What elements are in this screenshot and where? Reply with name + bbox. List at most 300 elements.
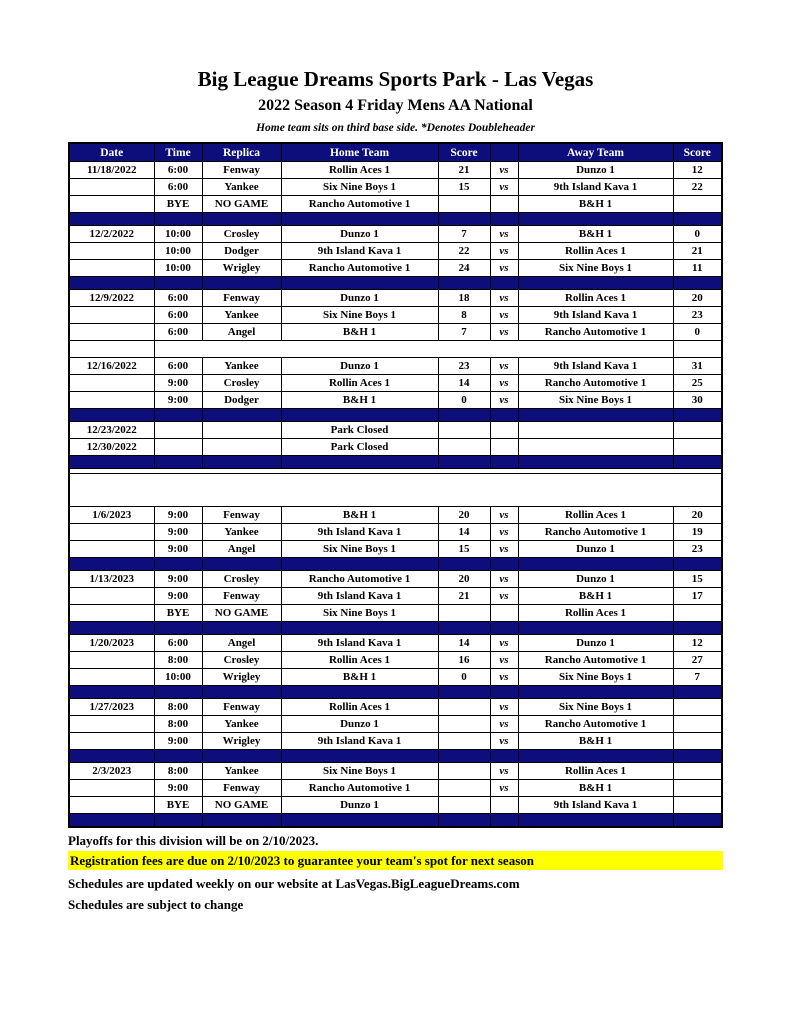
time-cell: 10:00 <box>154 243 202 260</box>
separator-row <box>69 814 722 828</box>
closed-row <box>69 439 722 456</box>
separator-cell <box>673 213 722 226</box>
separator-cell <box>490 750 518 763</box>
date-cell <box>69 669 154 686</box>
separator-cell <box>518 686 673 699</box>
home-score-cell: 20 <box>438 571 490 588</box>
game-row <box>69 307 722 324</box>
home-team-cell: B&H 1 <box>281 324 438 341</box>
separator-cell <box>673 409 722 422</box>
separator-cell <box>490 558 518 571</box>
away-team-cell: Rollin Aces 1 <box>518 290 673 307</box>
replica-cell: Wrigley <box>202 669 281 686</box>
replica-cell: Fenway <box>202 290 281 307</box>
replica-cell: Angel <box>202 635 281 652</box>
game-row <box>69 699 722 716</box>
separator-cell <box>281 409 438 422</box>
replica-cell: Angel <box>202 324 281 341</box>
home-team-cell: Rollin Aces 1 <box>281 652 438 669</box>
game-row <box>69 524 722 541</box>
separator-cell <box>438 213 490 226</box>
home-team-cell: Six Nine Boys 1 <box>281 541 438 558</box>
away-score-cell: 27 <box>673 652 722 669</box>
vs-cell <box>490 196 518 213</box>
home-score-cell: 14 <box>438 524 490 541</box>
away-score-cell <box>673 780 722 797</box>
date-cell: 12/16/2022 <box>69 358 154 375</box>
time-cell: BYE <box>154 797 202 814</box>
away-team-cell: B&H 1 <box>518 196 673 213</box>
date-cell: 1/27/2023 <box>69 699 154 716</box>
replica-cell: Dodger <box>202 392 281 409</box>
date-cell <box>69 196 154 213</box>
away-score-cell: 12 <box>673 635 722 652</box>
separator-cell <box>154 622 202 635</box>
vs-cell: vs <box>490 669 518 686</box>
away-score-cell: 12 <box>673 162 722 179</box>
away-score-cell <box>673 439 722 456</box>
schedule-body <box>69 162 722 828</box>
banner-line: 1/6 -Rosters are frozen after tonight, only players with their names on the signed roster are eligible for playoffs. <box>111 475 680 489</box>
away-score-cell: 20 <box>673 507 722 524</box>
separator-cell <box>673 277 722 290</box>
separator-cell <box>438 409 490 422</box>
vs-cell: vs <box>490 324 518 341</box>
separator-cell <box>69 277 154 290</box>
separator-cell <box>154 456 202 469</box>
banner-line: Please check carefully as changes will not be made for omissions. <box>230 491 561 505</box>
date-cell: 12/30/2022 <box>69 439 154 456</box>
vs-cell <box>490 797 518 814</box>
game-row <box>69 324 722 341</box>
home-team-cell: Six Nine Boys 1 <box>281 605 438 622</box>
separator-cell <box>438 558 490 571</box>
replica-cell: Yankee <box>202 716 281 733</box>
home-score-cell: 8 <box>438 307 490 324</box>
away-score-cell <box>673 422 722 439</box>
replica-cell: Wrigley <box>202 733 281 750</box>
separator-cell <box>438 456 490 469</box>
date-cell <box>69 541 154 558</box>
replica-cell <box>202 439 281 456</box>
game-row <box>69 635 722 652</box>
time-cell: 8:00 <box>154 763 202 780</box>
home-team-cell: Rollin Aces 1 <box>281 162 438 179</box>
time-cell: 6:00 <box>154 635 202 652</box>
page-subtitle: 2022 Season 4 Friday Mens AA National <box>258 97 533 114</box>
away-team-cell: Six Nine Boys 1 <box>518 260 673 277</box>
home-team-cell: 9th Island Kava 1 <box>281 524 438 541</box>
home-team-cell: Dunzo 1 <box>281 797 438 814</box>
away-team-cell: B&H 1 <box>518 588 673 605</box>
home-team-cell: 9th Island Kava 1 <box>281 733 438 750</box>
note-edge-cell <box>69 341 154 358</box>
game-row <box>69 179 722 196</box>
separator-cell <box>518 622 673 635</box>
away-team-cell: Six Nine Boys 1 <box>518 699 673 716</box>
home-score-cell <box>438 439 490 456</box>
separator-cell <box>202 558 281 571</box>
date-cell: 1/20/2023 <box>69 635 154 652</box>
away-team-cell: Rancho Automotive 1 <box>518 652 673 669</box>
separator-cell <box>518 456 673 469</box>
away-score-cell: 19 <box>673 524 722 541</box>
separator-cell <box>202 213 281 226</box>
date-cell <box>69 780 154 797</box>
vs-cell: vs <box>490 226 518 243</box>
home-score-cell: 18 <box>438 290 490 307</box>
game-row <box>69 588 722 605</box>
separator-cell <box>154 750 202 763</box>
home-score-cell: 0 <box>438 669 490 686</box>
page-title: Big League Dreams Sports Park - Las Vegas <box>197 67 594 91</box>
home-team-cell: Six Nine Boys 1 <box>281 307 438 324</box>
date-cell <box>69 733 154 750</box>
time-cell: 6:00 <box>154 290 202 307</box>
away-team-cell: Dunzo 1 <box>518 571 673 588</box>
separator-cell <box>202 456 281 469</box>
home-score-cell: 7 <box>438 226 490 243</box>
game-row <box>69 162 722 179</box>
away-team-cell: 9th Island Kava 1 <box>518 179 673 196</box>
separator-cell <box>673 814 722 828</box>
time-cell: BYE <box>154 605 202 622</box>
separator-cell <box>281 456 438 469</box>
date-cell <box>69 324 154 341</box>
date-cell <box>69 179 154 196</box>
home-team-note: Home team sits on third base side. *Denotes Doubleheader <box>256 122 535 134</box>
home-team-cell: 9th Island Kava 1 <box>281 635 438 652</box>
time-cell: 8:00 <box>154 699 202 716</box>
home-score-cell <box>438 716 490 733</box>
home-score-cell <box>438 605 490 622</box>
away-team-cell: Six Nine Boys 1 <box>518 669 673 686</box>
vs-cell: vs <box>490 260 518 277</box>
column-header <box>490 143 518 162</box>
separator-row <box>69 622 722 635</box>
date-cell <box>69 605 154 622</box>
vs-cell: vs <box>490 541 518 558</box>
replica-cell: Yankee <box>202 307 281 324</box>
game-row <box>69 375 722 392</box>
vs-cell: vs <box>490 763 518 780</box>
home-team-cell: Rancho Automotive 1 <box>281 196 438 213</box>
home-team-cell: Rancho Automotive 1 <box>281 780 438 797</box>
separator-cell <box>202 686 281 699</box>
replica-cell: NO GAME <box>202 605 281 622</box>
replica-cell: NO GAME <box>202 797 281 814</box>
separator-cell <box>69 456 154 469</box>
separator-cell <box>673 686 722 699</box>
away-score-cell: 15 <box>673 571 722 588</box>
bye-row <box>69 196 722 213</box>
home-score-cell <box>438 422 490 439</box>
home-team-cell: B&H 1 <box>281 669 438 686</box>
away-team-cell: Rollin Aces 1 <box>518 605 673 622</box>
home-score-cell: 15 <box>438 541 490 558</box>
column-header: Away Team <box>518 143 673 162</box>
separator-cell <box>154 409 202 422</box>
game-row <box>69 358 722 375</box>
away-team-cell: Dunzo 1 <box>518 541 673 558</box>
home-score-cell <box>438 763 490 780</box>
replica-cell: Wrigley <box>202 260 281 277</box>
separator-cell <box>438 277 490 290</box>
separator-cell <box>281 558 438 571</box>
date-cell <box>69 797 154 814</box>
date-cell <box>69 716 154 733</box>
away-score-cell: 20 <box>673 290 722 307</box>
away-score-cell: 0 <box>673 324 722 341</box>
time-cell: 8:00 <box>154 652 202 669</box>
time-cell: 6:00 <box>154 324 202 341</box>
game-row <box>69 733 722 750</box>
replica-cell <box>202 422 281 439</box>
separator-cell <box>69 686 154 699</box>
away-team-cell: Dunzo 1 <box>518 635 673 652</box>
separator-row <box>69 213 722 226</box>
home-score-cell: 24 <box>438 260 490 277</box>
away-score-cell <box>673 733 722 750</box>
replica-cell: Crosley <box>202 652 281 669</box>
home-team-cell: Rollin Aces 1 <box>281 699 438 716</box>
separator-cell <box>154 213 202 226</box>
separator-cell <box>202 277 281 290</box>
replica-cell: Fenway <box>202 780 281 797</box>
separator-cell <box>438 622 490 635</box>
home-score-cell: 15 <box>438 179 490 196</box>
away-score-cell: 21 <box>673 243 722 260</box>
time-cell: 10:00 <box>154 226 202 243</box>
separator-cell <box>69 750 154 763</box>
home-score-cell: 20 <box>438 507 490 524</box>
separator-cell <box>673 750 722 763</box>
date-cell: 12/2/2022 <box>69 226 154 243</box>
replica-cell: Yankee <box>202 179 281 196</box>
home-score-cell: 7 <box>438 324 490 341</box>
time-cell: 9:00 <box>154 541 202 558</box>
separator-cell <box>69 622 154 635</box>
column-header: Home Team <box>281 143 438 162</box>
date-cell: 2/3/2023 <box>69 763 154 780</box>
separator-cell <box>69 409 154 422</box>
away-team-cell: 9th Island Kava 1 <box>518 358 673 375</box>
away-team-cell <box>518 439 673 456</box>
home-score-cell: 21 <box>438 162 490 179</box>
away-team-cell <box>518 422 673 439</box>
game-row <box>69 226 722 243</box>
vs-cell: vs <box>490 588 518 605</box>
replica-cell: Crosley <box>202 226 281 243</box>
game-row <box>69 780 722 797</box>
separator-cell <box>673 456 722 469</box>
away-team-cell: 9th Island Kava 1 <box>518 307 673 324</box>
away-score-cell: 17 <box>673 588 722 605</box>
separator-row <box>69 277 722 290</box>
roster-freeze-banner <box>69 474 722 507</box>
column-header: Score <box>673 143 722 162</box>
home-team-cell: Rancho Automotive 1 <box>281 260 438 277</box>
vs-cell <box>490 605 518 622</box>
separator-cell <box>490 456 518 469</box>
date-cell: 1/6/2023 <box>69 507 154 524</box>
date-cell <box>69 524 154 541</box>
time-cell: 8:00 <box>154 716 202 733</box>
vs-cell: vs <box>490 716 518 733</box>
home-team-cell: Dunzo 1 <box>281 290 438 307</box>
game-row <box>69 652 722 669</box>
home-team-cell: Rollin Aces 1 <box>281 375 438 392</box>
separator-cell <box>518 213 673 226</box>
vs-cell: vs <box>490 375 518 392</box>
date-cell <box>69 375 154 392</box>
vs-cell <box>490 439 518 456</box>
separator-cell <box>438 750 490 763</box>
replica-cell: Yankee <box>202 763 281 780</box>
time-cell: 10:00 <box>154 260 202 277</box>
date-cell <box>69 392 154 409</box>
separator-cell <box>490 622 518 635</box>
away-team-cell: B&H 1 <box>518 226 673 243</box>
away-score-cell: 25 <box>673 375 722 392</box>
header-row <box>69 143 722 162</box>
vs-cell: vs <box>490 392 518 409</box>
replica-cell: Dodger <box>202 243 281 260</box>
separator-cell <box>154 277 202 290</box>
home-team-cell: B&H 1 <box>281 392 438 409</box>
separator-cell <box>69 558 154 571</box>
vs-cell: vs <box>490 507 518 524</box>
separator-row <box>69 558 722 571</box>
separator-cell <box>518 558 673 571</box>
time-cell <box>154 439 202 456</box>
separator-cell <box>202 814 281 828</box>
home-score-cell <box>438 699 490 716</box>
vs-cell: vs <box>490 652 518 669</box>
replica-cell: Fenway <box>202 507 281 524</box>
game-row <box>69 290 722 307</box>
separator-row <box>69 686 722 699</box>
column-header: Time <box>154 143 202 162</box>
home-team-cell: 9th Island Kava 1 <box>281 588 438 605</box>
separator-cell <box>281 213 438 226</box>
vs-cell: vs <box>490 162 518 179</box>
replica-cell: Fenway <box>202 699 281 716</box>
separator-cell <box>673 558 722 571</box>
schedule-table <box>68 142 723 828</box>
replica-cell: Fenway <box>202 588 281 605</box>
vs-cell: vs <box>490 524 518 541</box>
game-row <box>69 243 722 260</box>
separator-cell <box>518 277 673 290</box>
playoffs-note: Playoffs for this division will be on 2/10/2023. <box>68 833 319 848</box>
date-cell: 1/13/2023 <box>69 571 154 588</box>
game-row <box>69 541 722 558</box>
away-score-cell <box>673 699 722 716</box>
separator-cell <box>518 409 673 422</box>
separator-cell <box>518 814 673 828</box>
away-score-cell: 22 <box>673 179 722 196</box>
home-team-cell: Six Nine Boys 1 <box>281 179 438 196</box>
home-score-cell: 21 <box>438 588 490 605</box>
away-score-cell <box>673 797 722 814</box>
time-cell: 6:00 <box>154 179 202 196</box>
replica-cell: Yankee <box>202 358 281 375</box>
vs-cell <box>490 422 518 439</box>
away-team-cell: B&H 1 <box>518 780 673 797</box>
away-team-cell: Dunzo 1 <box>518 162 673 179</box>
date-cell <box>69 307 154 324</box>
vs-cell: vs <box>490 635 518 652</box>
home-team-cell: B&H 1 <box>281 507 438 524</box>
banner-row <box>69 474 722 507</box>
fees-note-cell: 12/16 - All fees are due by the end of the night or games will be recorded as a forfeit <box>154 341 673 358</box>
away-score-cell: 0 <box>673 226 722 243</box>
game-row <box>69 571 722 588</box>
home-score-cell: 0 <box>438 392 490 409</box>
home-team-cell: 9th Island Kava 1 <box>281 243 438 260</box>
separator-cell <box>281 622 438 635</box>
vs-cell: vs <box>490 179 518 196</box>
separator-cell <box>69 213 154 226</box>
away-team-cell: Rollin Aces 1 <box>518 243 673 260</box>
away-team-cell: Rancho Automotive 1 <box>518 716 673 733</box>
replica-cell: Yankee <box>202 524 281 541</box>
away-team-cell: Six Nine Boys 1 <box>518 392 673 409</box>
vs-cell: vs <box>490 733 518 750</box>
date-cell <box>69 260 154 277</box>
vs-cell: vs <box>490 571 518 588</box>
home-score-cell: 14 <box>438 375 490 392</box>
time-cell: 10:00 <box>154 669 202 686</box>
away-score-cell: 11 <box>673 260 722 277</box>
vs-cell: vs <box>490 290 518 307</box>
separator-row <box>69 456 722 469</box>
game-row <box>69 260 722 277</box>
separator-cell <box>154 686 202 699</box>
date-cell <box>69 243 154 260</box>
date-cell <box>69 588 154 605</box>
away-score-cell <box>673 716 722 733</box>
vs-cell: vs <box>490 699 518 716</box>
home-team-cell: Six Nine Boys 1 <box>281 763 438 780</box>
vs-cell: vs <box>490 780 518 797</box>
away-score-cell: 23 <box>673 541 722 558</box>
away-score-cell: 30 <box>673 392 722 409</box>
home-score-cell: 14 <box>438 635 490 652</box>
note-row <box>69 341 722 358</box>
separator-cell <box>518 750 673 763</box>
home-score-cell <box>438 797 490 814</box>
time-cell: BYE <box>154 196 202 213</box>
separator-cell <box>490 213 518 226</box>
note-edge-cell <box>673 341 722 358</box>
away-score-cell <box>673 196 722 213</box>
date-cell: 12/23/2022 <box>69 422 154 439</box>
bye-row <box>69 605 722 622</box>
away-score-cell: 7 <box>673 669 722 686</box>
game-row <box>69 763 722 780</box>
home-score-cell: 16 <box>438 652 490 669</box>
game-row <box>69 392 722 409</box>
away-team-cell: Rancho Automotive 1 <box>518 524 673 541</box>
website-note: Schedules are updated weekly on our website at LasVegas.BigLeagueDreams.com <box>68 876 520 891</box>
replica-cell: Angel <box>202 541 281 558</box>
away-team-cell: Rancho Automotive 1 <box>518 324 673 341</box>
separator-cell <box>202 622 281 635</box>
date-cell <box>69 652 154 669</box>
home-score-cell: 23 <box>438 358 490 375</box>
